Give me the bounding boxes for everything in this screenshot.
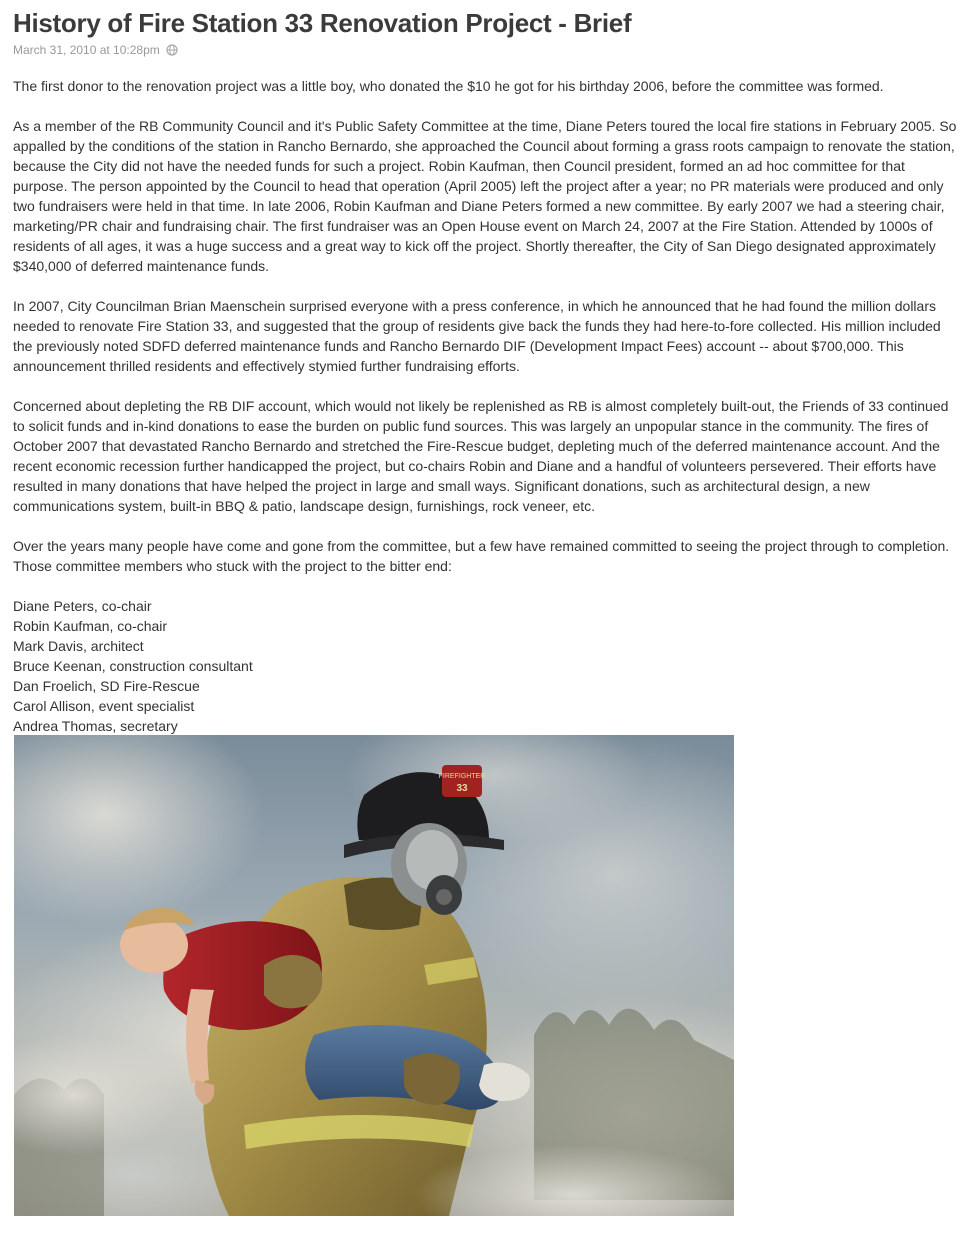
list-item: Robin Kaufman, co-chair (13, 618, 168, 634)
note-meta (13, 42, 963, 58)
list-item: Mark Davis, architect (13, 638, 144, 654)
globe-icon[interactable] (166, 44, 178, 56)
paragraph: Concerned about depleting the RB DIF account, which would not likely be replenished as RB is almost completely built-out, the Friends of 33 continued to solicit funds and in-kind donations to ease the burden on public fund sources. This was largely an unpopular stance in the community. The fires of October 2007 that devastated Rancho Bernardo and stretched the Fire-Rescue budget, depleting much of the deferred maintenance account. And the recent economic recession further handicapped the project, but co-chairs Robin and Diane and a handful of volunteers persevered. Their efforts have resulted in many donations that have helped the project in large and small ways. Significant donations, such as architectural design, a new communications system, built-in BBQ & patio, landscape design, furnishings, rock veneer, etc. (13, 398, 949, 514)
list-item: Carol Allison, event specialist (13, 698, 195, 714)
paragraph: As a member of the RB Community Council and it's Public Safety Committee at the time, Diane Peters toured the local fire stations in February 2005. So appalled by the conditions of the station in Rancho Bernardo, she approached the Council about forming a grass roots campaign to renovate the station, because the City did not have the needed funds for such a project. Robin Kaufman, then Council president, formed an ad hoc committee for that purpose. The person appointed by the Council to head that operation (April 2005) left the project after a year; no PR materials were produced and only two fundraisers were held in that time. In late 2006, Robin Kaufman and Diane Peters formed a new committee. By early 2007 we had a steering chair, marketing/PR chair and fundraising chair. The first fundraiser was an Open House event on March 24, 2007 at the Fire Station. Attended by 1000s of residents of all ages, it was a huge success and a great way to kick off the project. Shortly thereafter, the City of San Diego designated approximately $340,000 of deferred maintenance funds. (13, 118, 957, 274)
paragraph: Over the years many people have come and gone from the committee, but a few have remained committed to seeing the project through to completion. Those committee members who stuck with the project to the bitter end: (13, 538, 950, 574)
note-title: History of Fire Station 33 Renovation Project - Brief (13, 8, 632, 38)
helmet-badge-number: 33 (456, 783, 468, 794)
list-item: Dan Froelich, SD Fire-Rescue (13, 678, 200, 694)
list-item: Diane Peters, co-chair (13, 598, 152, 614)
helmet-badge-text: FIREFIGHTER (438, 773, 486, 780)
list-item: Andrea Thomas, secretary (13, 718, 178, 734)
list-item: Bruce Keenan, construction consultant (13, 658, 253, 674)
note-body (13, 76, 963, 736)
firefighter-photo[interactable] (14, 735, 734, 1216)
note-timestamp[interactable]: March 31, 2010 at 10:28pm (13, 43, 160, 57)
committee-members-list (13, 596, 963, 736)
paragraph: In 2007, City Councilman Brian Maenschein surprised everyone with a press conference, in which he announced that he had found the million dollars needed to renovate Fire Station 33, and suggested that the group of residents give back the funds they had here-to-fore collected. His million included the previously noted SDFD deferred maintenance funds and Rancho Bernardo DIF (Development Impact Fees) account -- about $700,000. This announcement thrilled residents and effectively stymied further fundraising efforts. (13, 298, 941, 374)
note (13, 6, 963, 736)
paragraph: The first donor to the renovation project was a little boy, who donated the $10 he got for his birthday 2006, before the committee was formed. (13, 78, 884, 94)
